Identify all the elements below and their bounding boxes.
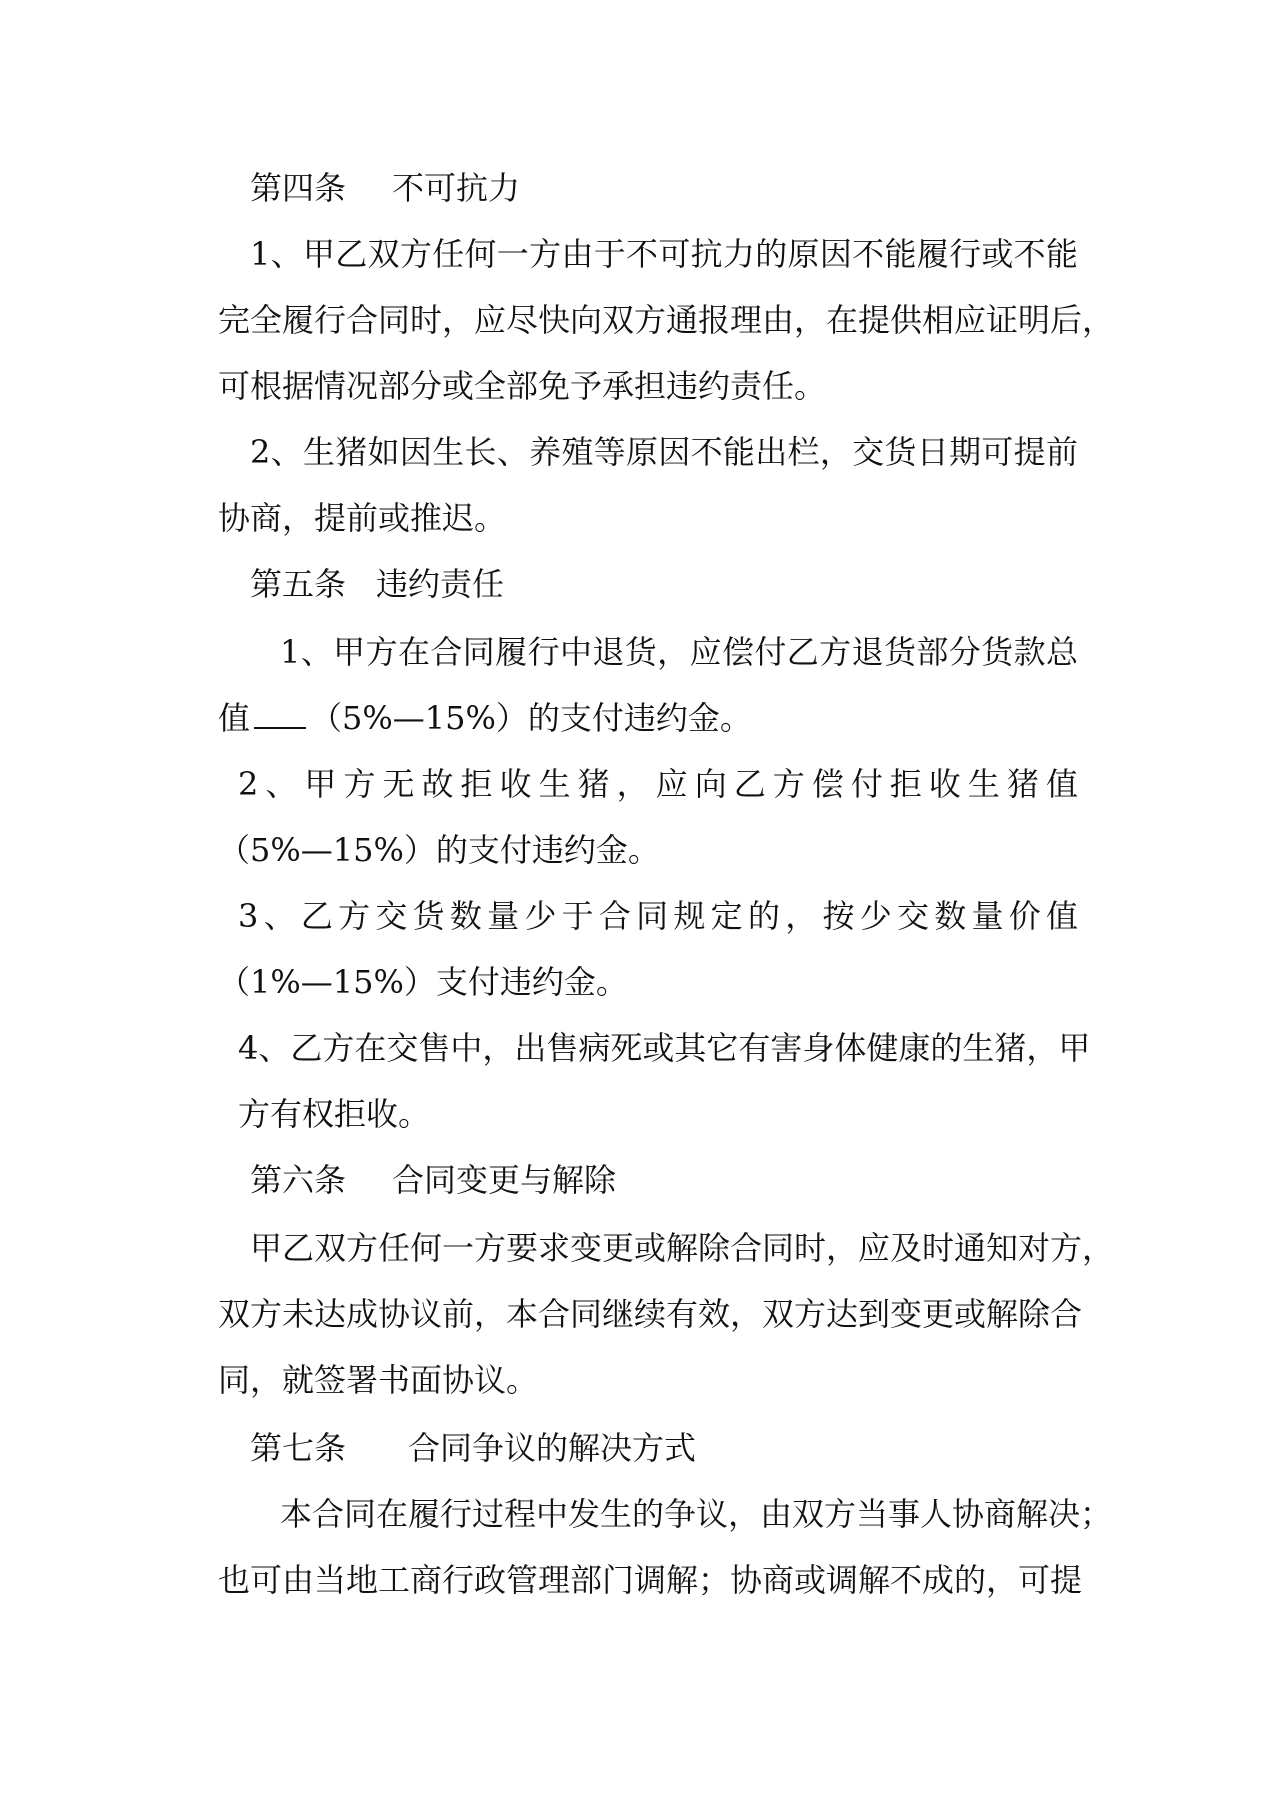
article4-p2-line2: 协商，提前或推迟。 (218, 499, 507, 537)
article5-item3-line1: 3、乙方交货数量少于合同规定的，按少交数量价值 (238, 897, 1078, 935)
article6-heading (250, 1150, 1110, 1210)
article6-p1-line2: 双方未达成协议前，本合同继续有效，双方达到变更或解除合 (218, 1295, 1083, 1333)
article7-heading (250, 1418, 1110, 1478)
fill-in-blank (254, 699, 306, 729)
article6-p1-line3: 同，就签署书面协议。 (218, 1361, 539, 1399)
article7-p1-line1: 本合同在履行过程中发生的争议，由双方当事人协商解决； (280, 1495, 1113, 1533)
article6-heading-number: 第六条 (250, 1161, 347, 1199)
article5-item4-line1: 4、乙方在交售中，出售病死或其它有害身体健康的生猪，甲 (238, 1029, 1091, 1067)
article4-heading (250, 158, 1110, 218)
article5-item3-line2: （1%—15%）支付违约金。 (218, 963, 628, 1001)
article4-heading-title: 不可抗力 (392, 169, 521, 207)
article5-heading-number: 第五条 (250, 565, 347, 603)
article5-item1-line2 (218, 688, 1078, 748)
article5-heading (250, 554, 1110, 614)
article5-item2-line1: 2、甲方无故拒收生猪，应向乙方偿付拒收生猪值 (238, 765, 1078, 803)
article4-p1-line2: 完全履行合同时，应尽快向双方通报理由，在提供相应证明后， (218, 301, 1115, 339)
article5-item2-line2: （5%—15%）的支付违约金。 (218, 831, 660, 869)
article5-item1-line1: 1、甲方在合同履行中退货，应偿付乙方退货部分货款总 (280, 633, 1078, 671)
article5-item4-line2: 方有权拒收。 (238, 1095, 431, 1133)
article4-p1-line1: 1、甲乙双方任何一方由于不可抗力的原因不能履行或不能 (250, 235, 1078, 273)
article4-p1-line3: 可根据情况部分或全部免予承担违约责任。 (218, 367, 827, 405)
article4-p2-line1: 2、生猪如因生长、养殖等原因不能出栏，交货日期可提前 (250, 433, 1078, 471)
article7-p1-line2: 也可由当地工商行政管理部门调解；协商或调解不成的，可提 (218, 1561, 1083, 1599)
article7-heading-title: 合同争议的解决方式 (408, 1429, 697, 1467)
article5-item1-penalty: （5%—15%）的支付违约金。 (310, 699, 752, 737)
article5-heading-title: 违约责任 (376, 565, 505, 603)
article6-heading-title: 合同变更与解除 (392, 1161, 617, 1199)
article6-p1-line1: 甲乙双方任何一方要求变更或解除合同时，应及时通知对方， (250, 1229, 1115, 1267)
article4-heading-number: 第四条 (250, 169, 347, 207)
article7-heading-number: 第七条 (250, 1429, 347, 1467)
article5-item1-value-label: 值 (218, 699, 251, 737)
